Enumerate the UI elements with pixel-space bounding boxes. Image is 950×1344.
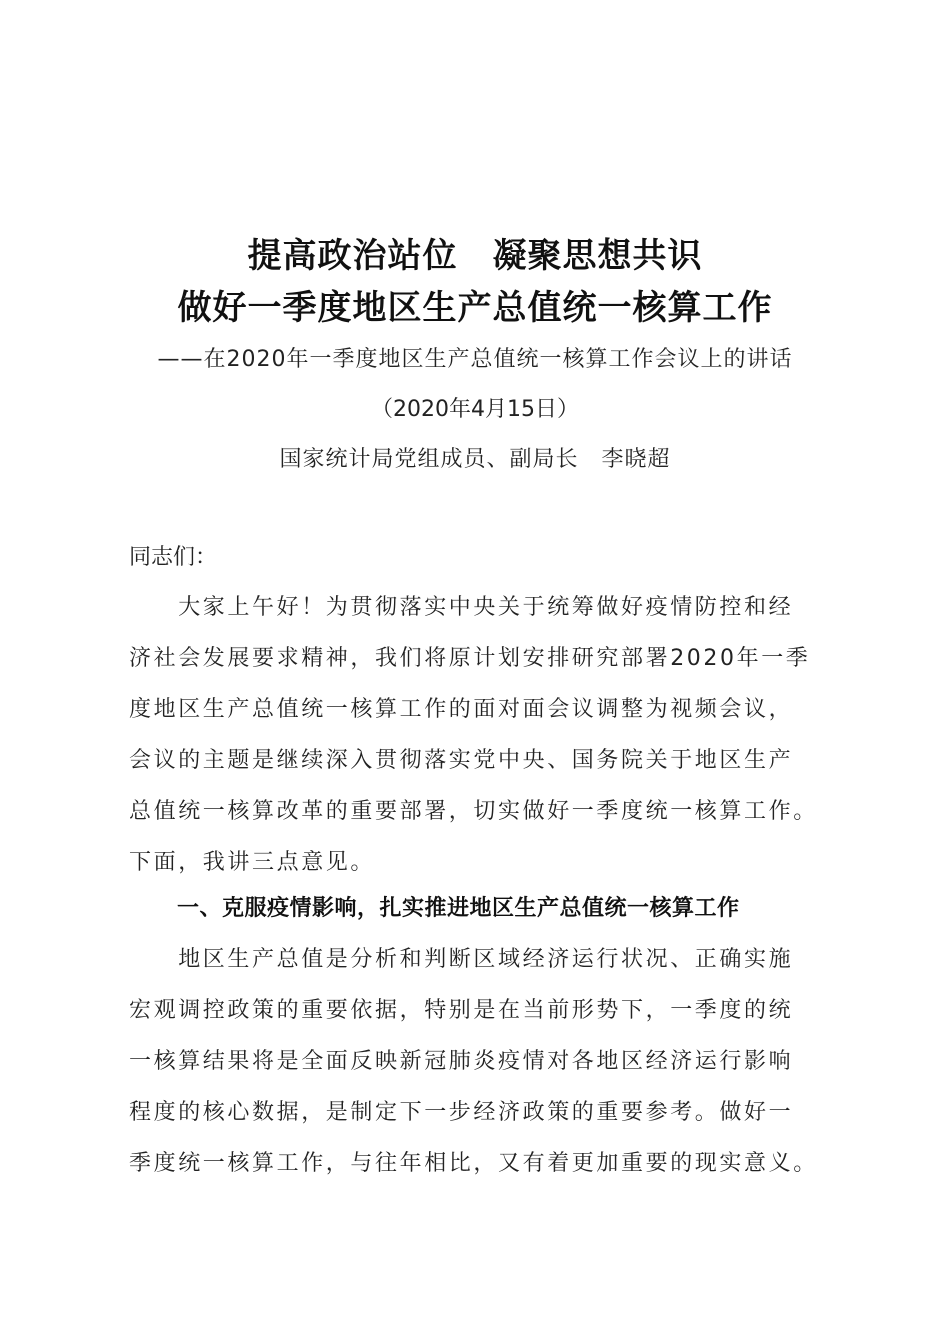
paragraph-1-line: 总值统一核算改革的重要部署，切实做好一季度统一核算工作。 (129, 799, 818, 824)
greeting: 同志们： (129, 545, 218, 570)
paragraph-2-line: 宏观调控政策的重要依据，特别是在当前形势下，一季度的统 (129, 998, 794, 1023)
paragraph-1-line: 大家上午好！为贯彻落实中央关于统筹做好疫情防控和经 (129, 595, 794, 620)
speech-date: （2020年4月15日） (371, 397, 579, 422)
paragraph-1-line: 下面，我讲三点意见。 (129, 850, 376, 875)
paragraph-2-line: 程度的核心数据，是制定下一步经济政策的重要参考。做好一 (129, 1100, 794, 1125)
paragraph-2-line: 地区生产总值是分析和判断区域经济运行状况、正确实施 (129, 947, 794, 972)
paragraph-1-line: 会议的主题是继续深入贯彻落实党中央、国务院关于地区生产 (129, 748, 794, 773)
paragraph-1-line: 度地区生产总值统一核算工作的面对面会议调整为视频会议， (129, 697, 794, 722)
section-1-heading: 一、克服疫情影响，扎实推进地区生产总值统一核算工作 (177, 896, 740, 921)
paragraph-2-line: 一核算结果将是全面反映新冠肺炎疫情对各地区经济运行影响 (129, 1049, 794, 1074)
title-line-2: 做好一季度地区生产总值统一核算工作 (177, 288, 773, 328)
subtitle: ——在2020年一季度地区生产总值统一核算工作会议上的讲话 (157, 347, 793, 372)
paragraph-1-line: 济社会发展要求精神，我们将原计划安排研究部署2020年一季 (129, 646, 811, 671)
paragraph-2-line: 季度统一核算工作，与往年相比，又有着更加重要的现实意义。 (129, 1151, 818, 1176)
title-line-1: 提高政治站位 凝聚思想共识 (247, 236, 703, 276)
author-line: 国家统计局党组成员、副局长 李晓超 (279, 447, 671, 472)
